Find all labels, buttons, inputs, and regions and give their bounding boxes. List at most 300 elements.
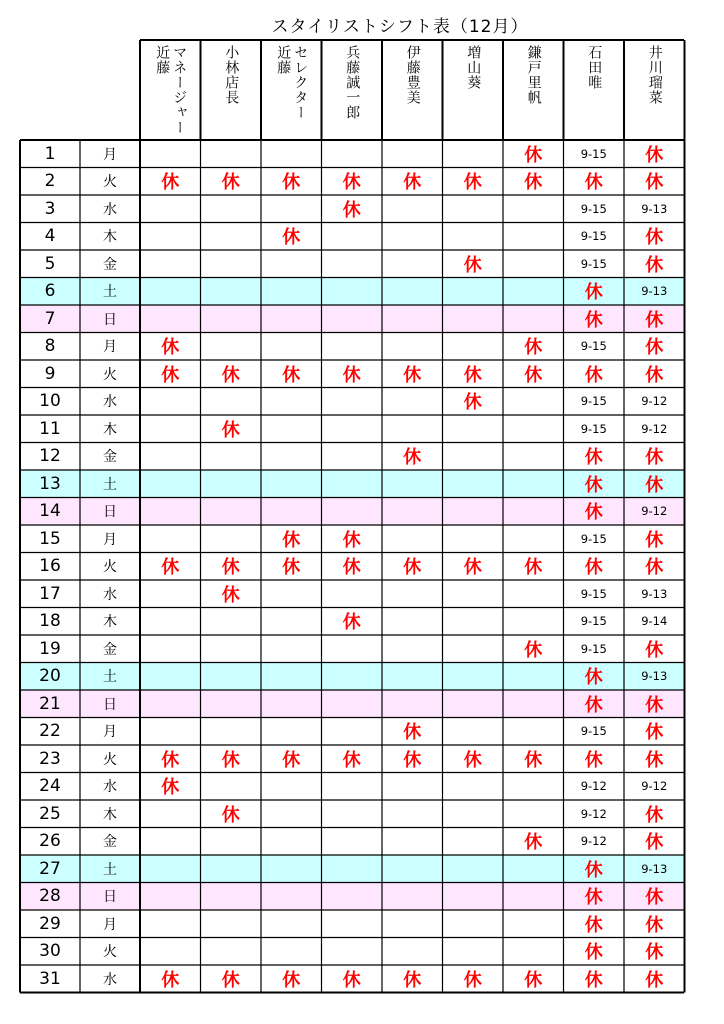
shift-cell-empty — [140, 305, 201, 333]
day-off-mark: 休 — [645, 337, 664, 359]
day-off-mark: 休 — [161, 749, 180, 771]
day-number: 1 — [44, 143, 56, 164]
day-off-mark: 休 — [584, 172, 603, 194]
shift-hours: 9-15 — [580, 229, 607, 244]
shift-cell-empty — [261, 278, 322, 306]
shift-cell-empty — [382, 828, 443, 856]
day-off-mark: 休 — [584, 667, 603, 689]
day-off-mark: 休 — [342, 172, 361, 194]
day-off-mark: 休 — [221, 969, 240, 991]
shift-cell-empty — [503, 800, 564, 828]
day-off-mark: 休 — [584, 914, 603, 936]
day-off-mark: 休 — [524, 144, 543, 166]
shift-cell-empty — [382, 525, 443, 553]
shift-cell-empty — [443, 938, 504, 966]
day-of-week: 火 — [103, 944, 117, 961]
day-number: 12 — [39, 446, 61, 467]
day-off-mark: 休 — [524, 749, 543, 771]
shift-cell-empty — [503, 883, 564, 911]
shift-cell-empty — [140, 250, 201, 278]
day-off-mark: 休 — [524, 337, 543, 359]
shift-cell-empty — [443, 305, 504, 333]
shift-cell-empty — [140, 278, 201, 306]
shift-cell-empty — [443, 278, 504, 306]
shift-hours: 9-12 — [641, 421, 668, 436]
shift-hours: 9-15 — [580, 256, 607, 271]
shift-cell-empty — [382, 470, 443, 498]
shift-cell-empty — [261, 663, 322, 691]
day-off-mark: 休 — [584, 749, 603, 771]
shift-cell-empty — [503, 910, 564, 938]
day-off-mark: 休 — [161, 337, 180, 359]
shift-cell-empty — [261, 580, 322, 608]
shift-cell-empty — [443, 883, 504, 911]
shift-cell-empty — [261, 305, 322, 333]
shift-cell-empty — [322, 498, 383, 526]
day-off-mark: 休 — [342, 612, 361, 634]
shift-cell-empty — [261, 800, 322, 828]
day-off-mark: 休 — [403, 749, 422, 771]
day-off-mark: 休 — [645, 914, 664, 936]
shift-cell-empty — [201, 690, 262, 718]
shift-cell-empty — [503, 855, 564, 883]
staff-header — [443, 40, 504, 140]
staff-header — [140, 40, 201, 140]
shift-cell-empty — [322, 305, 383, 333]
shift-cell-empty — [322, 250, 383, 278]
shift-cell-empty — [140, 580, 201, 608]
day-off-mark: 休 — [645, 447, 664, 469]
shift-cell-empty — [322, 415, 383, 443]
day-number: 20 — [39, 666, 61, 687]
shift-cell-empty — [382, 910, 443, 938]
day-number: 31 — [39, 968, 61, 989]
shift-cell-empty — [322, 663, 383, 691]
day-off-mark: 休 — [645, 474, 664, 496]
shift-hours: 9-13 — [641, 201, 668, 216]
day-off-mark: 休 — [645, 227, 664, 249]
day-number: 29 — [39, 913, 61, 934]
day-off-mark: 休 — [161, 557, 180, 579]
day-number: 13 — [39, 473, 61, 494]
day-off-mark: 休 — [342, 529, 361, 551]
day-number: 14 — [39, 501, 61, 522]
shift-hours: 9-13 — [641, 284, 668, 299]
shift-cell-empty — [261, 443, 322, 471]
day-of-week: 月 — [103, 339, 117, 356]
shift-cell-empty — [503, 223, 564, 251]
shift-cell-empty — [503, 690, 564, 718]
day-off-mark: 休 — [221, 749, 240, 771]
shift-cell-empty — [322, 333, 383, 361]
shift-cell-empty — [443, 333, 504, 361]
shift-cell-empty — [140, 195, 201, 223]
shift-cell-empty — [201, 140, 262, 168]
day-number: 25 — [39, 803, 61, 824]
shift-cell-empty — [140, 910, 201, 938]
day-off-mark: 休 — [282, 529, 301, 551]
shift-cell-empty — [443, 910, 504, 938]
shift-cell-empty — [443, 855, 504, 883]
day-off-mark: 休 — [645, 172, 664, 194]
shift-cell-empty — [382, 773, 443, 801]
day-off-mark: 休 — [584, 502, 603, 524]
shift-hours: 9-12 — [580, 779, 607, 794]
shift-cell-empty — [382, 635, 443, 663]
shift-cell-empty — [140, 855, 201, 883]
day-of-week: 木 — [103, 614, 117, 631]
day-off-mark: 休 — [584, 859, 603, 881]
day-off-mark: 休 — [282, 172, 301, 194]
day-off-mark: 休 — [403, 969, 422, 991]
shift-hours: 9-15 — [580, 641, 607, 656]
day-off-mark: 休 — [161, 172, 180, 194]
shift-cell-empty — [261, 388, 322, 416]
shift-cell-empty — [322, 800, 383, 828]
shift-cell-empty — [503, 388, 564, 416]
day-off-mark: 休 — [342, 749, 361, 771]
shift-cell-empty — [322, 718, 383, 746]
shift-cell-empty — [261, 910, 322, 938]
shift-hours: 9-12 — [580, 834, 607, 849]
shift-cell-empty — [503, 608, 564, 636]
day-of-week: 火 — [103, 366, 117, 383]
day-of-week: 水 — [103, 394, 117, 411]
shift-cell-empty — [140, 443, 201, 471]
shift-hours: 9-13 — [641, 669, 668, 684]
staff-name: 近藤 — [154, 45, 171, 75]
day-number: 19 — [39, 638, 61, 659]
shift-cell-empty — [140, 140, 201, 168]
day-off-mark: 休 — [342, 557, 361, 579]
shift-cell-empty — [140, 608, 201, 636]
day-off-mark: 休 — [645, 254, 664, 276]
shift-cell-empty — [261, 718, 322, 746]
day-number: 9 — [44, 363, 56, 384]
day-off-mark: 休 — [645, 364, 664, 386]
day-off-mark: 休 — [221, 419, 240, 441]
day-of-week: 火 — [103, 174, 117, 191]
shift-cell-empty — [201, 250, 262, 278]
shift-cell-empty — [201, 828, 262, 856]
shift-cell-empty — [322, 635, 383, 663]
shift-cell-empty — [261, 415, 322, 443]
shift-cell-empty — [140, 415, 201, 443]
day-number: 18 — [39, 611, 61, 632]
day-off-mark: 休 — [524, 557, 543, 579]
shift-hours: 9-15 — [580, 724, 607, 739]
day-off-mark: 休 — [282, 557, 301, 579]
day-of-week: 木 — [103, 806, 117, 823]
day-off-mark: 休 — [282, 749, 301, 771]
shift-cell-empty — [201, 278, 262, 306]
day-of-week: 金 — [103, 449, 117, 466]
shift-cell-empty — [382, 580, 443, 608]
shift-cell-empty — [443, 470, 504, 498]
day-number: 5 — [44, 253, 56, 274]
shift-cell-empty — [382, 608, 443, 636]
staff-name: 伊藤豊美 — [404, 45, 421, 105]
day-off-mark: 休 — [645, 804, 664, 826]
day-of-week: 金 — [103, 834, 117, 851]
day-off-mark: 休 — [221, 364, 240, 386]
shift-cell-empty — [322, 470, 383, 498]
shift-cell-empty — [201, 773, 262, 801]
shift-cell-empty — [443, 580, 504, 608]
shift-cell-empty — [382, 498, 443, 526]
staff-name: 小林店長 — [223, 45, 240, 105]
day-number: 8 — [44, 336, 56, 357]
day-off-mark: 休 — [584, 887, 603, 909]
day-of-week: 水 — [103, 201, 117, 218]
shift-cell-empty — [443, 195, 504, 223]
shift-cell-empty — [201, 608, 262, 636]
shift-cell-empty — [382, 333, 443, 361]
day-off-mark: 休 — [645, 832, 664, 854]
shift-cell-empty — [382, 195, 443, 223]
day-off-mark: 休 — [645, 969, 664, 991]
shift-cell-empty — [443, 828, 504, 856]
day-of-week: 土 — [103, 861, 117, 878]
day-off-mark: 休 — [342, 969, 361, 991]
shift-hours: 9-15 — [580, 201, 607, 216]
shift-cell-empty — [201, 333, 262, 361]
shift-cell-empty — [322, 223, 383, 251]
day-off-mark: 休 — [584, 942, 603, 964]
shift-cell-empty — [140, 388, 201, 416]
shift-hours: 9-15 — [580, 146, 607, 161]
shift-cell-empty — [322, 278, 383, 306]
day-number: 24 — [39, 776, 61, 797]
day-number: 26 — [39, 831, 61, 852]
shift-cell-empty — [382, 223, 443, 251]
shift-cell-empty — [201, 195, 262, 223]
day-number: 7 — [44, 308, 56, 329]
day-off-mark: 休 — [645, 144, 664, 166]
staff-name: 鎌戸里帆 — [525, 45, 542, 105]
day-off-mark: 休 — [463, 254, 482, 276]
page-title: スタイリストシフト表（12月） — [271, 17, 529, 37]
day-off-mark: 休 — [403, 447, 422, 469]
staff-header — [322, 40, 383, 140]
shift-cell-empty — [261, 828, 322, 856]
shift-cell-empty — [443, 690, 504, 718]
shift-cell-empty — [322, 938, 383, 966]
shift-cell-empty — [140, 498, 201, 526]
shift-cell-empty — [261, 773, 322, 801]
shift-cell-empty — [503, 278, 564, 306]
shift-cell-empty — [443, 140, 504, 168]
day-number: 11 — [39, 418, 61, 439]
shift-cell-empty — [261, 470, 322, 498]
day-of-week: 水 — [103, 971, 117, 988]
staff-name: 兵藤誠一郎 — [344, 45, 361, 120]
shift-cell-empty — [503, 250, 564, 278]
shift-cell-empty — [201, 305, 262, 333]
day-off-mark: 休 — [584, 694, 603, 716]
day-number: 16 — [39, 556, 61, 577]
shift-cell-empty — [382, 388, 443, 416]
shift-cell-empty — [322, 828, 383, 856]
shift-cell-empty — [382, 800, 443, 828]
shift-cell-empty — [140, 828, 201, 856]
staff-header — [382, 40, 443, 140]
shift-cell-empty — [503, 443, 564, 471]
shift-cell-empty — [140, 800, 201, 828]
day-off-mark: 休 — [161, 364, 180, 386]
day-off-mark: 休 — [645, 694, 664, 716]
day-off-mark: 休 — [221, 557, 240, 579]
shift-cell-empty — [140, 883, 201, 911]
day-of-week: 土 — [103, 284, 117, 301]
shift-cell-empty — [201, 388, 262, 416]
day-off-mark: 休 — [463, 969, 482, 991]
shift-cell-empty — [140, 663, 201, 691]
shift-cell-empty — [503, 195, 564, 223]
day-of-week: 火 — [103, 751, 117, 768]
day-number: 23 — [39, 748, 61, 769]
day-of-week: 日 — [103, 696, 117, 713]
shift-cell-empty — [322, 855, 383, 883]
shift-cell-empty — [201, 718, 262, 746]
day-of-week: 月 — [103, 916, 117, 933]
shift-cell-empty — [382, 690, 443, 718]
staff-name: 井川瑠菜 — [646, 45, 663, 105]
day-number: 21 — [39, 693, 61, 714]
shift-cell-empty — [140, 525, 201, 553]
day-off-mark: 休 — [342, 364, 361, 386]
day-number: 10 — [39, 391, 61, 412]
shift-cell-empty — [261, 635, 322, 663]
day-off-mark: 休 — [221, 804, 240, 826]
day-number: 30 — [39, 941, 61, 962]
shift-cell-empty — [201, 938, 262, 966]
day-off-mark: 休 — [524, 969, 543, 991]
day-of-week: 土 — [103, 669, 117, 686]
shift-hours: 9-15 — [580, 614, 607, 629]
day-number: 6 — [44, 281, 56, 302]
day-off-mark: 休 — [645, 557, 664, 579]
day-off-mark: 休 — [463, 364, 482, 386]
shift-cell-empty — [382, 883, 443, 911]
day-off-mark: 休 — [584, 557, 603, 579]
shift-cell-empty — [503, 415, 564, 443]
shift-cell-empty — [503, 718, 564, 746]
shift-cell-empty — [382, 938, 443, 966]
shift-cell-empty — [443, 223, 504, 251]
shift-cell-empty — [322, 883, 383, 911]
shift-cell-empty — [140, 718, 201, 746]
shift-hours: 9-14 — [641, 614, 668, 629]
shift-cell-empty — [322, 773, 383, 801]
day-off-mark: 休 — [524, 364, 543, 386]
shift-cell-empty — [261, 195, 322, 223]
day-of-week: 月 — [103, 531, 117, 548]
day-off-mark: 休 — [645, 887, 664, 909]
shift-hours: 9-12 — [641, 779, 668, 794]
staff-role: セレクター — [292, 45, 309, 120]
shift-cell-empty — [322, 140, 383, 168]
day-off-mark: 休 — [645, 529, 664, 551]
day-off-mark: 休 — [463, 392, 482, 414]
day-of-week: 日 — [103, 504, 117, 521]
shift-cell-empty — [503, 305, 564, 333]
shift-cell-empty — [261, 690, 322, 718]
shift-hours: 9-15 — [580, 394, 607, 409]
day-of-week: 土 — [103, 476, 117, 493]
day-of-week: 水 — [103, 586, 117, 603]
day-off-mark: 休 — [463, 557, 482, 579]
shift-cell-empty — [443, 443, 504, 471]
shift-cell-empty — [382, 415, 443, 443]
shift-cell-empty — [140, 938, 201, 966]
shift-hours: 9-15 — [580, 531, 607, 546]
shift-cell-empty — [503, 938, 564, 966]
staff-name: 近藤 — [275, 45, 292, 75]
day-off-mark: 休 — [645, 942, 664, 964]
staff-header — [201, 40, 262, 140]
day-off-mark: 休 — [584, 282, 603, 304]
day-off-mark: 休 — [584, 364, 603, 386]
day-off-mark: 休 — [342, 199, 361, 221]
day-of-week: 金 — [103, 641, 117, 658]
day-of-week: 木 — [103, 421, 117, 438]
shift-cell-empty — [261, 250, 322, 278]
shift-cell-empty — [443, 773, 504, 801]
day-number: 3 — [44, 198, 56, 219]
day-number: 2 — [44, 171, 56, 192]
shift-cell-empty — [322, 388, 383, 416]
day-off-mark: 休 — [524, 172, 543, 194]
day-off-mark: 休 — [645, 749, 664, 771]
staff-header — [624, 40, 685, 140]
day-off-mark: 休 — [584, 447, 603, 469]
shift-hours: 9-13 — [641, 586, 668, 601]
day-of-week: 月 — [103, 724, 117, 741]
shift-cell-empty — [382, 140, 443, 168]
shift-cell-empty — [201, 525, 262, 553]
shift-cell-empty — [201, 635, 262, 663]
shift-hours: 9-15 — [580, 586, 607, 601]
shift-cell-empty — [503, 773, 564, 801]
day-of-week: 金 — [103, 256, 117, 273]
shift-cell-empty — [322, 443, 383, 471]
day-off-mark: 休 — [584, 474, 603, 496]
shift-cell-empty — [322, 580, 383, 608]
shift-hours: 9-12 — [580, 806, 607, 821]
shift-cell-empty — [201, 883, 262, 911]
day-off-mark: 休 — [463, 172, 482, 194]
shift-cell-empty — [443, 498, 504, 526]
day-number: 15 — [39, 528, 61, 549]
shift-cell-empty — [322, 910, 383, 938]
shift-cell-empty — [261, 883, 322, 911]
shift-cell-empty — [201, 910, 262, 938]
day-off-mark: 休 — [403, 172, 422, 194]
shift-cell-empty — [201, 470, 262, 498]
shift-cell-empty — [382, 855, 443, 883]
shift-cell-empty — [503, 498, 564, 526]
shift-cell-empty — [443, 525, 504, 553]
shift-cell-empty — [443, 663, 504, 691]
day-off-mark: 休 — [403, 722, 422, 744]
shift-cell-empty — [382, 663, 443, 691]
shift-hours: 9-15 — [580, 339, 607, 354]
shift-cell-empty — [140, 470, 201, 498]
staff-header — [261, 40, 322, 140]
staff-name: 石田唯 — [586, 45, 603, 90]
shift-cell-empty — [261, 608, 322, 636]
